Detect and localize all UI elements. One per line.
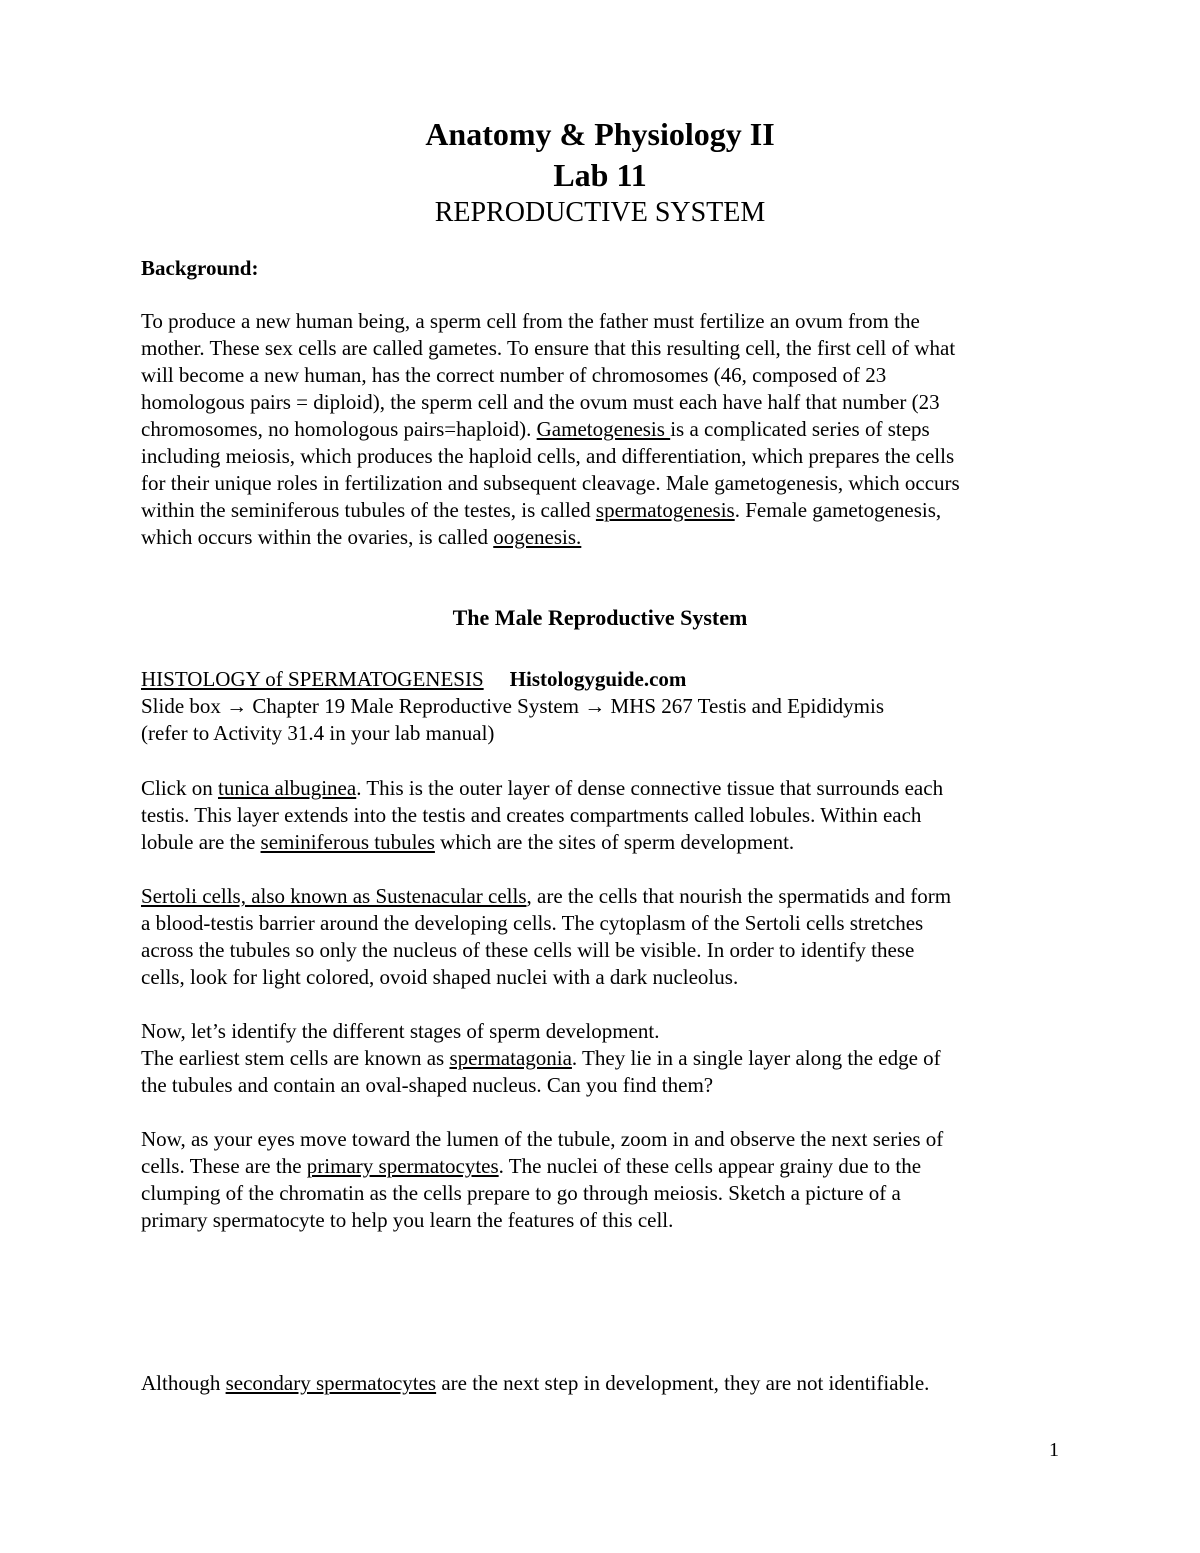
- primary-line: clumping of the chromatin as the cells prepare to go through meiosis. Sketch a picture of a: [141, 1181, 901, 1205]
- sertoli-line: cells, look for light colored, ovoid shaped nuclei with a dark nucleolus.: [141, 965, 739, 989]
- text-run: MHS 267 Testis and Epididymis: [605, 694, 885, 718]
- background-line: [141, 416, 930, 443]
- text-run: . They lie in a single layer along the edge of: [571, 1046, 941, 1070]
- background-line: [141, 524, 581, 551]
- term-oogenesis: oogenesis.: [493, 525, 582, 549]
- text-run: The earliest stem cells are known as: [141, 1046, 450, 1070]
- background-line: [141, 497, 941, 524]
- background-line: for their unique roles in fertilization and subsequent cleavage. Male gametogenesis, which occurs: [141, 471, 960, 495]
- text-run: which occurs within the ovaries, is called: [141, 525, 494, 549]
- text-run: . This is the outer layer of dense connective tissue that surrounds each: [356, 776, 944, 800]
- background-line: mother. These sex cells are called gametes. To ensure that this resulting cell, the first cell of what: [141, 336, 956, 360]
- primary-line: primary spermatocyte to help you learn the features of this cell.: [141, 1208, 674, 1232]
- primary-line: [141, 1153, 921, 1180]
- term-seminiferous-tubules: seminiferous tubules: [260, 830, 435, 854]
- sertoli-line: across the tubules so only the nucleus of these cells will be visible. In order to identify these: [141, 938, 915, 962]
- primary-line: Now, as your eyes move toward the lumen of the tubule, zoom in and observe the next series of: [141, 1127, 944, 1151]
- stages-line: the tubules and contain an oval-shaped nucleus. Can you find them?: [141, 1073, 714, 1097]
- text-run: chromosomes, no homologous pairs=haploid).: [141, 417, 537, 441]
- text-run: are the next step in development, they are not identifiable.: [436, 1371, 930, 1395]
- text-run: cells. These are the: [141, 1154, 307, 1178]
- stages-line: [141, 1045, 941, 1072]
- text-run: . Female gametogenesis,: [734, 498, 942, 522]
- stages-line: Now, let’s identify the different stages of sperm development.: [141, 1019, 660, 1043]
- background-line: will become a new human, has the correct number of chromosomes (46, composed of 23: [141, 363, 887, 387]
- text-run: which are the sites of sperm development.: [434, 830, 795, 854]
- document-subtitle: REPRODUCTIVE SYSTEM: [434, 197, 766, 228]
- text-run: Although: [141, 1371, 226, 1395]
- term-secondary-spermatocytes: secondary spermatocytes: [225, 1371, 437, 1395]
- term-sertoli-cells: Sertoli cells, also known as Sustenacular cells: [141, 884, 527, 908]
- background-line: To produce a new human being, a sperm cell from the father must fertilize an ovum from the: [141, 309, 920, 333]
- background-heading: Background:: [141, 256, 259, 280]
- text-run: Chapter 19 Male Reproductive System: [247, 694, 585, 718]
- term-spermatogenesis: spermatogenesis: [595, 498, 735, 522]
- background-line: homologous pairs = diploid), the sperm cell and the ovum must each have half that number (23: [141, 390, 940, 414]
- histology-line: [141, 666, 686, 693]
- term-primary-spermatocytes: primary spermatocytes: [306, 1154, 499, 1178]
- tunica-line: [141, 829, 794, 856]
- term-tunica-albuginea: tunica albuginea: [218, 776, 357, 800]
- arrow-right-icon: →: [584, 694, 606, 718]
- sertoli-line: [141, 883, 951, 910]
- lab-number: Lab 11: [553, 157, 647, 193]
- text-run: lobule are the: [141, 830, 261, 854]
- histology-site: Histologyguide.com: [509, 667, 687, 691]
- background-line: including meiosis, which produces the haploid cells, and differentiation, which prepares the cells: [141, 444, 955, 468]
- tunica-line: [141, 775, 943, 802]
- text-run: within the seminiferous tubules of the testes, is called: [141, 498, 596, 522]
- slide-path: [141, 693, 884, 720]
- term-spermatagonia: spermatagonia: [449, 1046, 572, 1070]
- document-title: Anatomy & Physiology II: [425, 116, 775, 152]
- text-run: , are the cells that nourish the spermatids and form: [526, 884, 952, 908]
- histology-label: HISTOLOGY of SPERMATOGENESIS: [141, 667, 484, 691]
- arrow-right-icon: →: [226, 694, 248, 718]
- term-gametogenesis: Gametogenesis: [536, 417, 671, 441]
- text-run: . The nuclei of these cells appear grainy due to the: [498, 1154, 922, 1178]
- text-run: Click on: [141, 776, 218, 800]
- page-number: 1: [1049, 1439, 1059, 1461]
- sertoli-line: a blood-testis barrier around the developing cells. The cytoplasm of the Sertoli cells stretches: [141, 911, 924, 935]
- text-run: is a complicated series of steps: [670, 417, 930, 441]
- male-section-heading: The Male Reproductive System: [452, 605, 748, 630]
- refer-line: (refer to Activity 31.4 in your lab manual): [141, 721, 495, 745]
- secondary-line: [141, 1370, 929, 1397]
- tunica-line: testis. This layer extends into the testis and creates compartments called lobules. Within each: [141, 803, 922, 827]
- text-run: Slide box: [141, 694, 227, 718]
